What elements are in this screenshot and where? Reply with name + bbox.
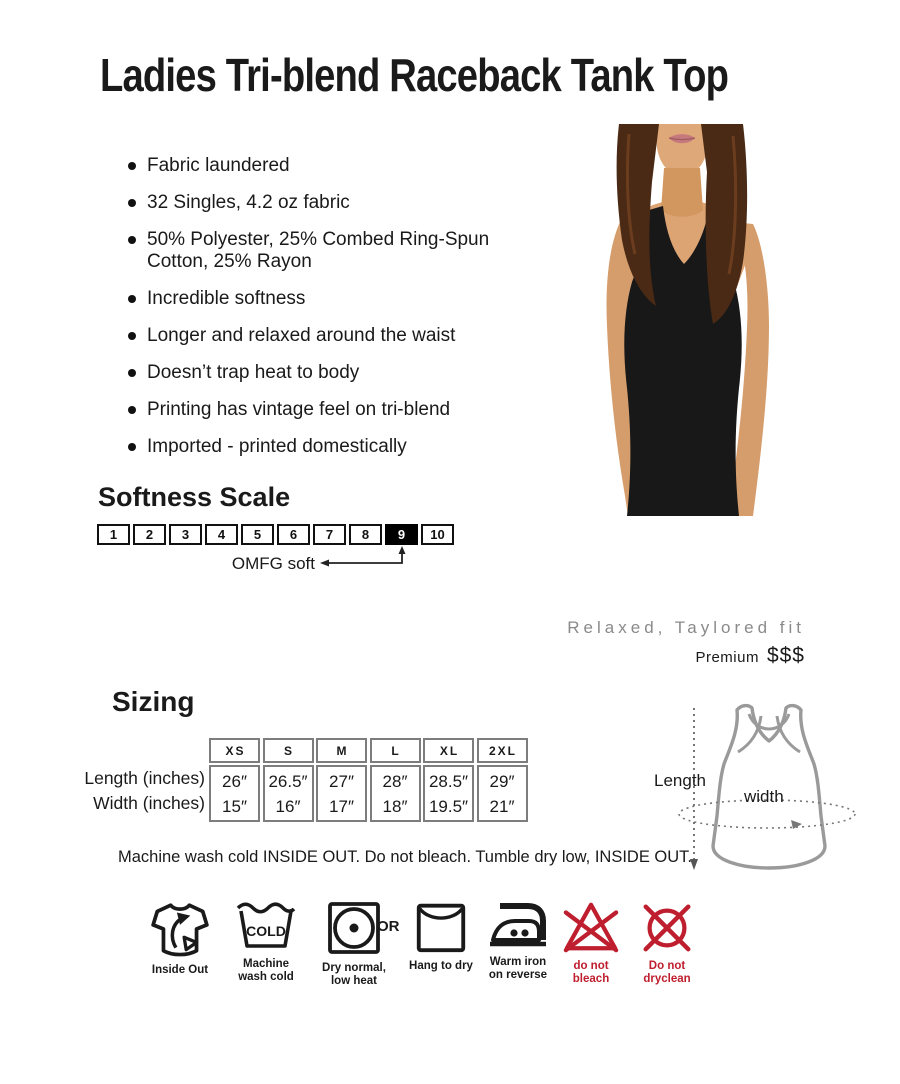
price-tier xyxy=(505,644,805,668)
size-column-xl xyxy=(423,738,474,822)
price-tier-label: Premium xyxy=(695,649,759,666)
softness-level: 10 xyxy=(421,524,454,545)
softness-level: 4 xyxy=(205,524,238,545)
care-label: Hang to dry xyxy=(409,960,473,972)
care-item-machine-wash-cold xyxy=(231,898,301,984)
care-label: Warm iron on reverse xyxy=(488,956,548,981)
care-item-do-not-dryclean xyxy=(633,898,701,986)
softness-level: 5 xyxy=(241,524,274,545)
feature-item: Fabric laundered xyxy=(128,155,528,177)
width-value: 18″ xyxy=(382,796,408,816)
width-value: 16″ xyxy=(275,796,301,816)
size-column-m xyxy=(316,738,367,822)
care-label: do not bleach xyxy=(572,960,610,985)
size-column-l xyxy=(370,738,421,822)
hang-to-dry-icon xyxy=(412,898,470,956)
softness-callout-label: OMFG soft xyxy=(231,554,315,573)
care-item-hang-to-dry xyxy=(395,898,487,973)
softness-level: 1 xyxy=(97,524,130,545)
width-value: 15″ xyxy=(222,796,247,816)
feature-item: 32 Singles, 4.2 oz fabric xyxy=(128,192,528,214)
do-not-dryclean-icon xyxy=(638,898,696,956)
cold-glyph-text: COLD xyxy=(246,923,286,939)
feature-item: Printing has vintage feel on tri-blend xyxy=(128,399,528,421)
sizing-table xyxy=(209,738,528,822)
care-label: Inside Out xyxy=(151,964,209,976)
softness-level: 2 xyxy=(133,524,166,545)
softness-scale-heading: Softness Scale xyxy=(98,482,291,512)
size-header: XL xyxy=(423,738,474,763)
do-not-bleach-icon xyxy=(562,898,620,956)
machine-wash-cold-icon xyxy=(236,898,296,954)
feature-item: 50% Polyester, 25% Combed Ring-Spun Cotton, 25% Rayon xyxy=(128,229,528,273)
fit-style-text: Relaxed, Taylored fit xyxy=(567,618,805,637)
length-value: 28″ xyxy=(382,771,408,791)
diagram-length-label: Length xyxy=(654,771,706,790)
softness-level-selected: 9 xyxy=(385,524,418,545)
price-tier-value: $$$ xyxy=(766,644,805,667)
sizing-heading: Sizing xyxy=(112,686,195,717)
width-value: 19.5″ xyxy=(428,796,469,816)
feature-item: Imported - printed domestically xyxy=(128,436,528,458)
softness-level: 8 xyxy=(349,524,382,545)
model-illustration xyxy=(563,124,791,516)
length-value: 27″ xyxy=(329,771,354,791)
product-photo xyxy=(563,124,791,516)
care-item-do-not-bleach xyxy=(562,898,620,986)
warm-iron-reverse-icon xyxy=(488,898,548,952)
size-header: 2XL xyxy=(477,738,528,763)
softness-scale xyxy=(97,524,454,545)
softness-level: 3 xyxy=(169,524,202,545)
tumble-dry-low-icon xyxy=(324,898,384,958)
care-item-warm-iron xyxy=(482,898,554,982)
care-label: Dry normal, low heat xyxy=(322,962,386,987)
or-label: OR xyxy=(377,918,400,935)
feature-item: Incredible softness xyxy=(128,288,528,310)
length-value: 26″ xyxy=(222,771,247,791)
softness-callout-arrow-icon xyxy=(318,546,410,572)
size-header: S xyxy=(263,738,314,763)
size-header: M xyxy=(316,738,367,763)
inside-out-icon xyxy=(149,898,211,960)
size-header: XS xyxy=(209,738,260,763)
feature-item: Longer and relaxed around the waist xyxy=(128,325,528,347)
length-row-label: Length (inches) xyxy=(84,768,205,788)
care-item-inside-out xyxy=(143,898,217,977)
care-label: Do not dryclean xyxy=(643,960,691,985)
width-row-label: Width (inches) xyxy=(93,793,205,813)
size-column-2xl xyxy=(477,738,528,822)
length-value: 29″ xyxy=(489,771,515,791)
feature-item: Doesn’t trap heat to body xyxy=(128,362,528,384)
diagram-width-label: width xyxy=(744,787,784,806)
softness-level: 7 xyxy=(313,524,346,545)
length-value: 28.5″ xyxy=(428,771,469,791)
page-title: Ladies Tri-blend Raceback Tank Top xyxy=(100,49,729,101)
length-value: 26.5″ xyxy=(268,771,308,791)
size-header: L xyxy=(370,738,421,763)
size-column-s xyxy=(263,738,314,822)
width-value: 21″ xyxy=(489,796,515,816)
care-instructions: Machine wash cold INSIDE OUT. Do not bleach. Tumble dry low, INSIDE OUT. xyxy=(117,848,693,866)
care-item-tumble-dry xyxy=(313,898,395,988)
sizing-row-labels xyxy=(0,766,205,816)
width-value: 17″ xyxy=(329,796,354,816)
softness-level: 6 xyxy=(277,524,310,545)
care-label: Machine wash cold xyxy=(238,958,294,983)
feature-list xyxy=(128,155,548,473)
size-column-xs xyxy=(209,738,260,822)
